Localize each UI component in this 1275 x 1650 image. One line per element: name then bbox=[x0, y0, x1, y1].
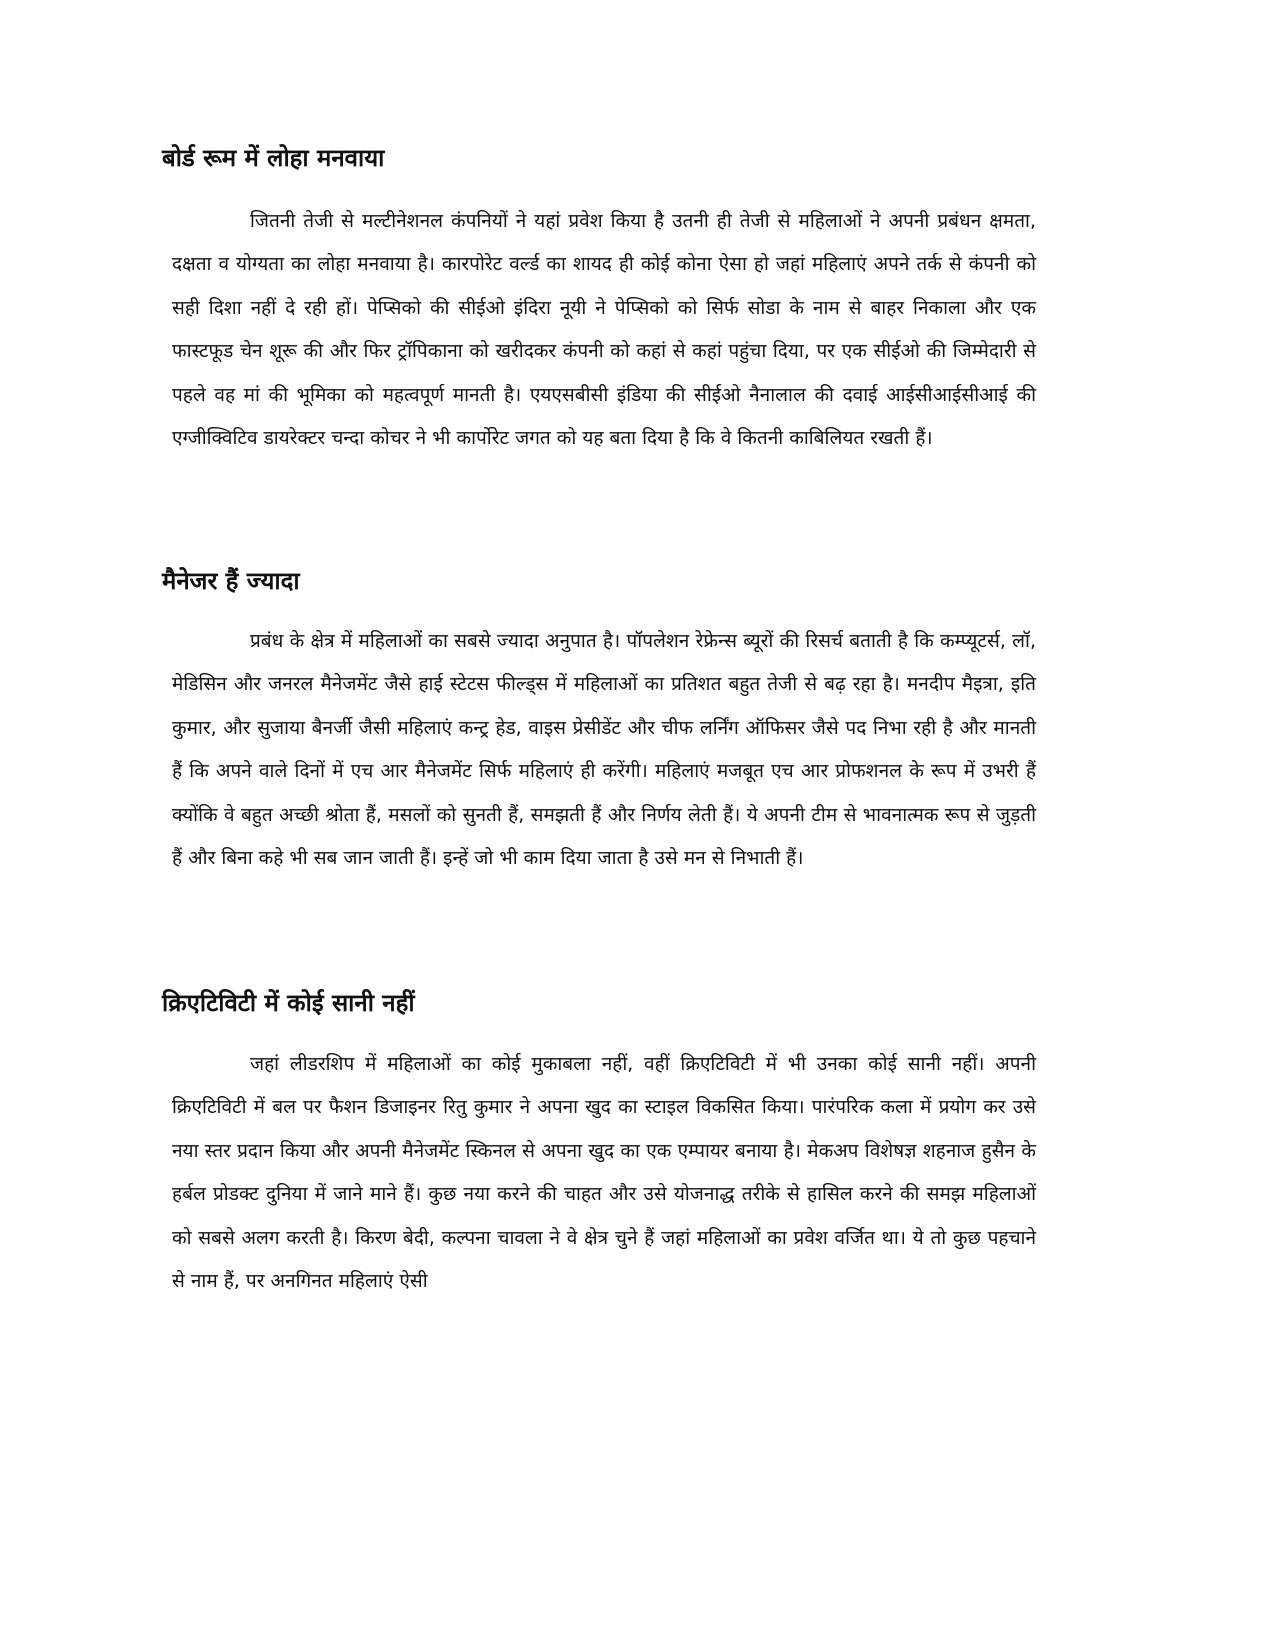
section-paragraph-boardroom: जितनी तेजी से मल्टीनेशनल कंपनियों ने यहां प्रवेश किया है उतनी ही तेजी से महिलाओं ने अपनी प्रबंधन क्षमता, दक्षता व योग्यता का लोहा मनवाया है। कारपोरेट वर्ल्ड का शायद ही कोई कोना ऐसा हो जहां महिलाएं अपने तर्क से कंपनी को सही दिशा नहीं दे रही हों। पेप्सिको की सीईओ इंदिरा नूयी ने पेप्सिको को सिर्फ सोडा के नाम से बाहर निकाला और एक फास्टफूड चेन शूरू की और फिर ट्रॉपिकाना को खरीदकर कंपनी को कहां से कहां पहुंचा दिया, पर एक सीईओ की जिम्मेदारी से पहले वह मां की भूमिका को महत्वपूर्ण मानती है। एयएसबीसी इंडिया की सीईओ नैनालाल की दवाई आईसीआईसीआई की एग्जीक्विटिव डायरेक्टर चन्दा कोचर ने भी कार्पोरेट जगत को यह बता दिया है कि वे कितनी काबिलियत रखती हैं। bbox=[172, 210, 1036, 450]
section-heading-boardroom: बोर्ड रूम में लोहा मनवाया bbox=[162, 144, 385, 172]
section-paragraph-creativity: जहां लीडरशिप में महिलाओं का कोई मुकाबला नहीं, वहीं क्रिएटिविटी में भी उनका कोई सानी नहीं। अपनी क्रिएटिविटी में बल पर फैशन डिजाइनर रितु कुमार ने अपना खुद का स्टाइल विकसित किया। पारंपरिक कला में प्रयोग कर उसे नया स्तर प्रदान किया और अपनी मैनेजमेंट स्किनल से अपना खुद का एक एम्पायर बनाया है। मेकअप विशेषज्ञ शहनाज हुसैन के हर्बल प्रोडक्ट दुनिया में जाने माने हैं। कुछ नया करने की चाहत और उसे योजनाद्ध तरीके से हासिल करने की समझ महिलाओं को सबसे अलग करती है। किरण बेदी, कल्पना चावला ने वे क्षेत्र चुने हैं जहां महिलाओं का प्रवेश वर्जित था। ये तो कुछ पहचाने से नाम हैं, पर अनगिनत महिलाएं ऐसी bbox=[172, 1053, 1036, 1293]
section-heading-creativity: क्रिएटिविटी में कोई सानी नहीं bbox=[162, 989, 415, 1017]
section-paragraph-managers: प्रबंध के क्षेत्र में महिलाओं का सबसे ज्यादा अनुपात है। पॉपलेशन रेफ्रेन्स ब्यूरों की रिसर्च बताती है कि कम्प्यूटर्स, लॉ, मेडिसिन और जनरल मैनेजमेंट जैसे हाई स्टेटस फील्ड्स में महिलाओं का प्रतिशत बहुत तेजी से बढ़ रहा है। मनदीप मैइत्रा, इति कुमार, और सुजाया बैनर्जी जैसी महिलाएं कन्ट्र हेड, वाइस प्रेसीडेंट और चीफ लर्निंग ऑफिसर जैसे पद निभा रही है और मानती हैं कि अपने वाले दिनों में एच आर मैनेजमेंट सिर्फ महिलाएं ही करेंगी। महिलाएं मजबूत एच आर प्रोफशनल के रूप में उभरी हैं क्योंकि वे बहुत अच्छी श्रोता हैं, मसलों को सुनती हैं, समझती हैं और निर्णय लेती हैं। ये अपनी टीम से भावनात्मक रूप से जुड़ती हैं और बिना कहे भी सब जान जाती हैं। इन्हें जो भी काम दिया जाता है उसे मन से निभाती हैं। bbox=[172, 630, 1036, 870]
section-heading-managers: मैनेजर हैं ज्यादा bbox=[162, 567, 300, 595]
